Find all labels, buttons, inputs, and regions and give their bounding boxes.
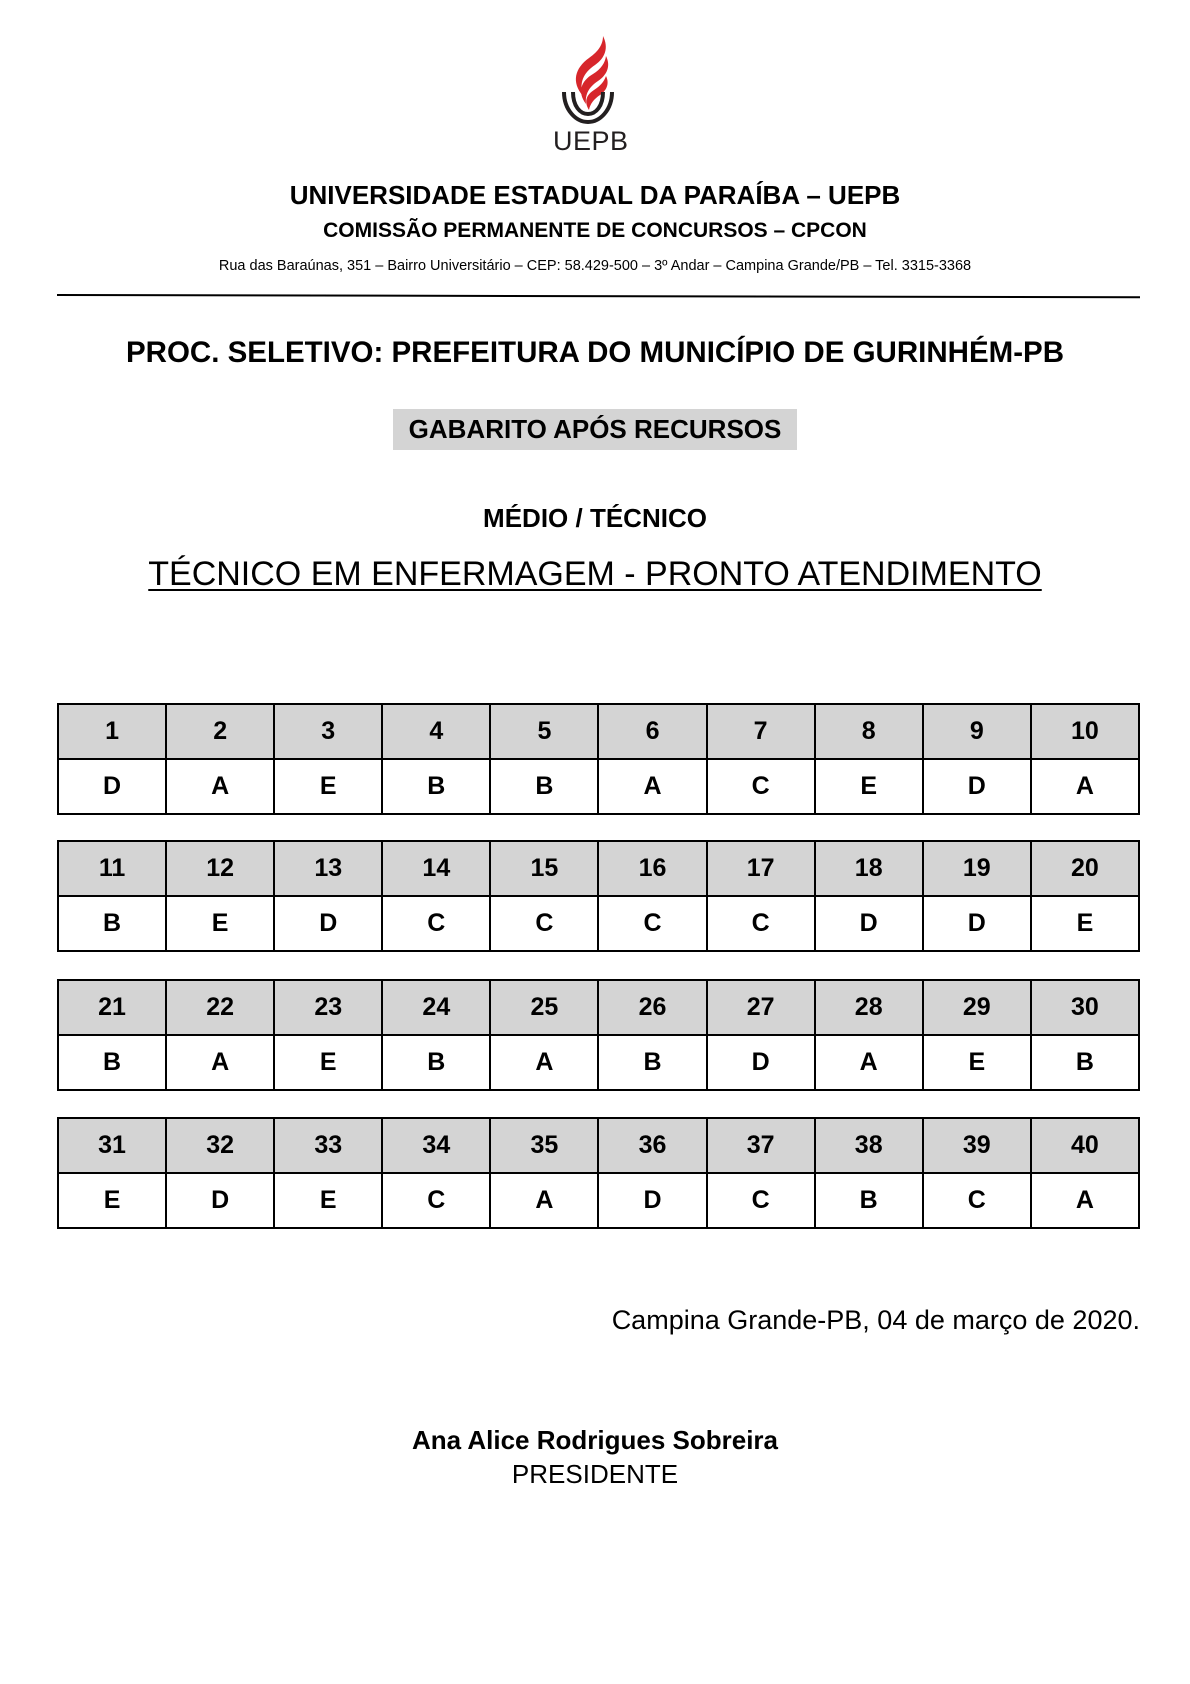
question-number: 1 — [58, 704, 166, 759]
question-number: 19 — [923, 841, 1031, 896]
answer-letter: B — [1031, 1035, 1139, 1090]
question-number-row — [58, 704, 1139, 759]
question-number: 9 — [923, 704, 1031, 759]
question-number: 16 — [598, 841, 706, 896]
answer-letter: A — [1031, 759, 1139, 814]
answer-letter: A — [490, 1173, 598, 1228]
answer-letter: A — [166, 759, 274, 814]
uepb-logo — [553, 34, 629, 159]
question-number: 26 — [598, 980, 706, 1035]
question-number: 10 — [1031, 704, 1139, 759]
answer-letter: B — [382, 759, 490, 814]
answer-letter: A — [1031, 1173, 1139, 1228]
answer-letter: A — [166, 1035, 274, 1090]
question-number: 30 — [1031, 980, 1139, 1035]
answer-letter: D — [274, 896, 382, 951]
question-number: 13 — [274, 841, 382, 896]
question-number: 37 — [707, 1118, 815, 1173]
answer-letter: A — [598, 759, 706, 814]
question-number: 40 — [1031, 1118, 1139, 1173]
uepb-flame-icon — [553, 34, 623, 126]
question-number: 20 — [1031, 841, 1139, 896]
answer-letter: D — [923, 896, 1031, 951]
question-number: 27 — [707, 980, 815, 1035]
question-number: 25 — [490, 980, 598, 1035]
answer-letter: D — [815, 896, 923, 951]
answer-letter: E — [274, 1035, 382, 1090]
question-number: 33 — [274, 1118, 382, 1173]
answer-row — [58, 759, 1139, 814]
answer-letter: C — [490, 896, 598, 951]
answer-row — [58, 1173, 1139, 1228]
answer-letter: B — [58, 1035, 166, 1090]
answer-letter: C — [382, 1173, 490, 1228]
question-number: 17 — [707, 841, 815, 896]
answer-letter: E — [58, 1173, 166, 1228]
signer-role: PRESIDENTE — [511, 1459, 679, 1489]
answer-letter: D — [58, 759, 166, 814]
question-number: 4 — [382, 704, 490, 759]
answer-letter: C — [598, 896, 706, 951]
answer-letter: E — [274, 1173, 382, 1228]
question-number: 2 — [166, 704, 274, 759]
answer-key-table-2 — [57, 840, 1140, 952]
question-number: 28 — [815, 980, 923, 1035]
commission-name: COMISSÃO PERMANENTE DE CONCURSOS – CPCON — [323, 219, 867, 242]
question-number: 29 — [923, 980, 1031, 1035]
job-position-title: TÉCNICO EM ENFERMAGEM - PRONTO ATENDIMENTO — [148, 555, 1042, 593]
question-number: 38 — [815, 1118, 923, 1173]
answer-letter: B — [598, 1035, 706, 1090]
question-number: 18 — [815, 841, 923, 896]
header-divider — [57, 294, 1140, 298]
question-number: 31 — [58, 1118, 166, 1173]
question-number: 3 — [274, 704, 382, 759]
question-number: 21 — [58, 980, 166, 1035]
question-number-row — [58, 841, 1139, 896]
answer-letter: D — [923, 759, 1031, 814]
answer-letter: D — [707, 1035, 815, 1090]
question-number-row — [58, 980, 1139, 1035]
question-number: 6 — [598, 704, 706, 759]
answer-letter: C — [923, 1173, 1031, 1228]
answer-letter: B — [58, 896, 166, 951]
answer-letter: C — [382, 896, 490, 951]
question-number: 22 — [166, 980, 274, 1035]
answer-letter: E — [274, 759, 382, 814]
answer-key-table-1 — [57, 703, 1140, 815]
answer-letter: C — [707, 896, 815, 951]
question-number: 32 — [166, 1118, 274, 1173]
question-number: 5 — [490, 704, 598, 759]
question-number: 12 — [166, 841, 274, 896]
answer-letter: A — [490, 1035, 598, 1090]
answer-row — [58, 896, 1139, 951]
badge-wrapper — [0, 409, 1190, 450]
question-number: 36 — [598, 1118, 706, 1173]
question-number: 39 — [923, 1118, 1031, 1173]
answer-letter: E — [815, 759, 923, 814]
answer-letter: B — [815, 1173, 923, 1228]
answer-row — [58, 1035, 1139, 1090]
process-title: PROC. SELETIVO: PREFEITURA DO MUNICÍPIO DE GURINHÉM-PB — [125, 336, 1065, 369]
answer-letter: B — [382, 1035, 490, 1090]
question-number: 35 — [490, 1118, 598, 1173]
question-number: 8 — [815, 704, 923, 759]
signer-name: Ana Alice Rodrigues Sobreira — [411, 1425, 779, 1455]
answer-key-badge: GABARITO APÓS RECURSOS — [393, 409, 798, 450]
university-name: UNIVERSIDADE ESTADUAL DA PARAÍBA – UEPB — [289, 180, 901, 210]
answer-key-table-3 — [57, 979, 1140, 1091]
answer-letter: D — [598, 1173, 706, 1228]
education-level: MÉDIO / TÉCNICO — [483, 503, 707, 533]
place-and-date: Campina Grande-PB, 04 de março de 2020. — [611, 1305, 1140, 1335]
answer-letter: A — [815, 1035, 923, 1090]
answer-letter: E — [1031, 896, 1139, 951]
question-number: 15 — [490, 841, 598, 896]
answer-letter: D — [166, 1173, 274, 1228]
question-number-row — [58, 1118, 1139, 1173]
institution-address: Rua das Baraúnas, 351 – Bairro Universitário – CEP: 58.429-500 – 3º Andar – Campina Grande/PB – Tel. 3315-3368 — [218, 258, 972, 274]
question-number: 11 — [58, 841, 166, 896]
question-number: 34 — [382, 1118, 490, 1173]
question-number: 23 — [274, 980, 382, 1035]
answer-letter: E — [923, 1035, 1031, 1090]
question-number: 7 — [707, 704, 815, 759]
question-number: 24 — [382, 980, 490, 1035]
logo-wordmark: UEPB — [553, 126, 629, 156]
answer-letter: C — [707, 759, 815, 814]
answer-key-table-4 — [57, 1117, 1140, 1229]
question-number: 14 — [382, 841, 490, 896]
answer-letter: B — [490, 759, 598, 814]
answer-letter: C — [707, 1173, 815, 1228]
answer-letter: E — [166, 896, 274, 951]
